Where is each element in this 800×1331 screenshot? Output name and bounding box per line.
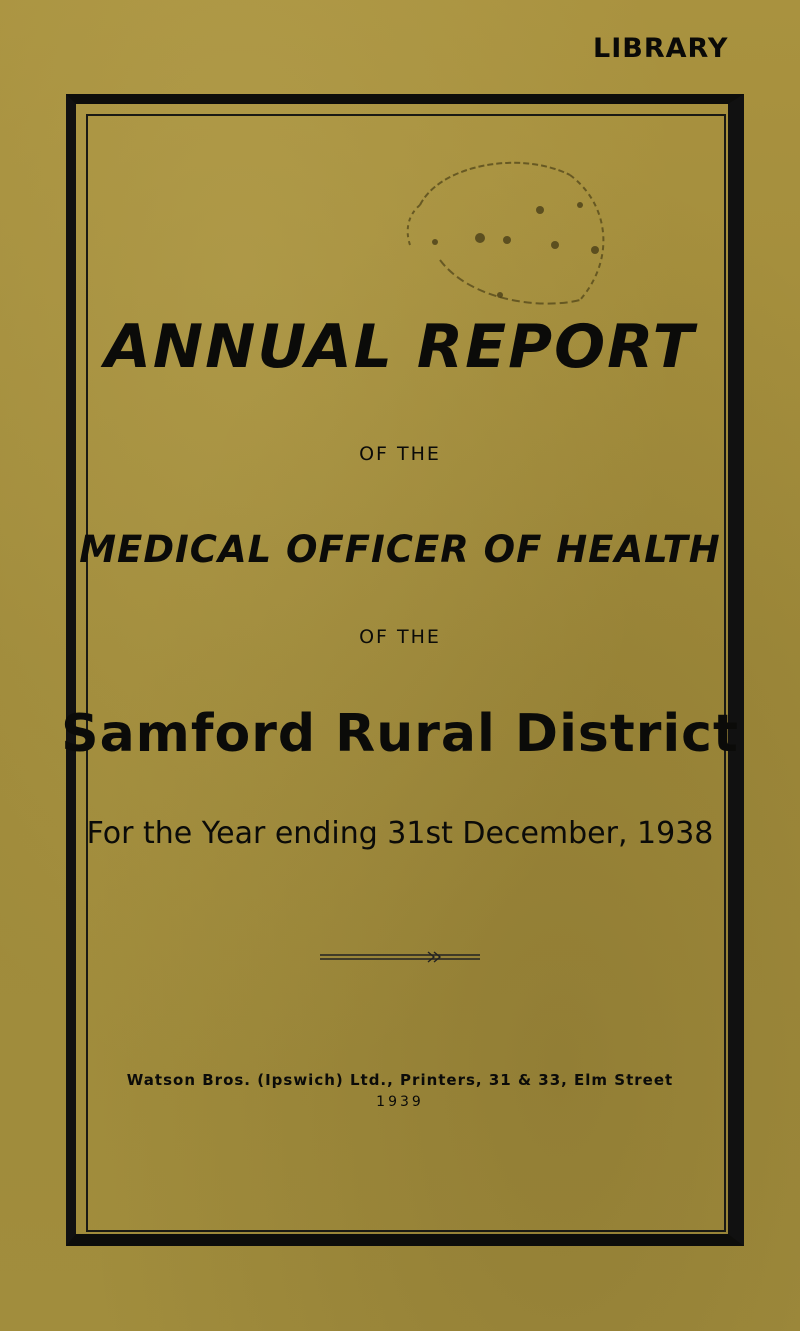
report-heading: ANNUAL REPORT xyxy=(104,312,696,382)
report-subject: MEDICAL OFFICER OF HEALTH xyxy=(79,528,721,571)
print-year: 1939 xyxy=(376,1094,424,1110)
of-the-line: OF THE xyxy=(359,443,441,465)
printer-imprint: Watson Bros. (Ipswich) Ltd., Printers, 31 & 33, Elm Street xyxy=(126,1071,674,1089)
library-stamp: LIBRARY xyxy=(593,33,729,64)
council-seal-icon xyxy=(380,150,620,315)
ornament-rule-icon xyxy=(320,950,480,964)
district-name: Samford Rural District xyxy=(61,704,739,764)
of-the-line: OF THE xyxy=(359,626,441,648)
report-period: For the Year ending 31st December, 1938 xyxy=(86,816,714,851)
